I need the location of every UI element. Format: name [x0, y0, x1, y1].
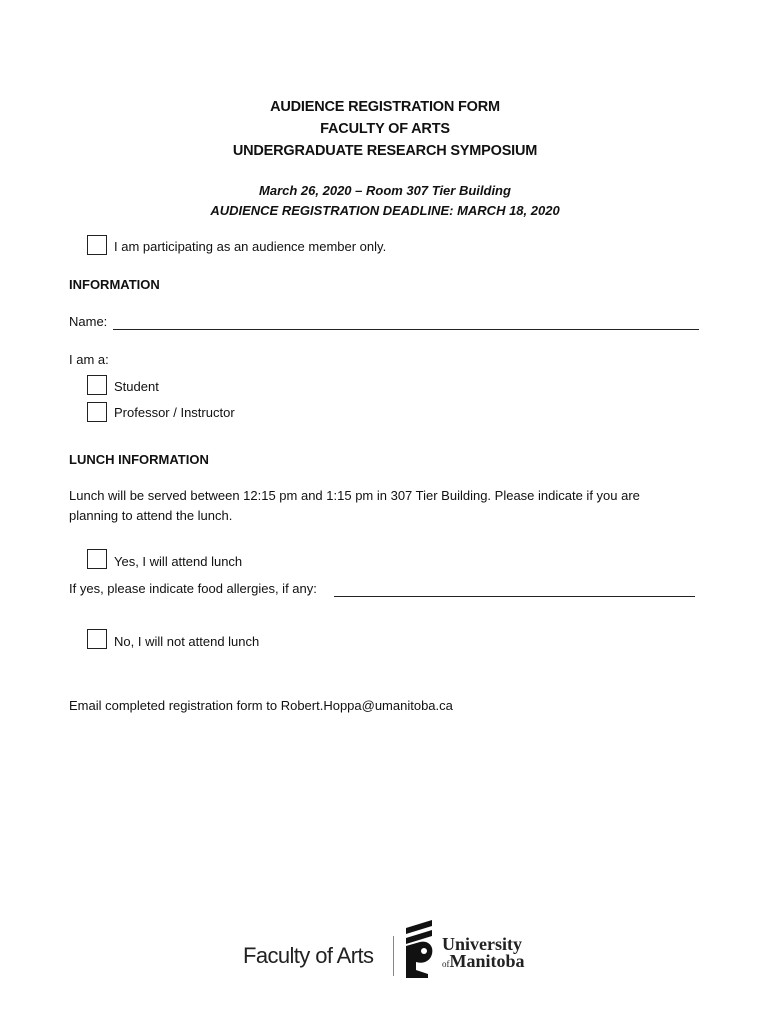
- name-label: Name:: [69, 314, 108, 329]
- university-crest-icon: [402, 918, 438, 985]
- audience-only-checkbox[interactable]: [87, 235, 107, 255]
- university-word: University: [442, 934, 522, 954]
- registration-deadline: AUDIENCE REGISTRATION DEADLINE: MARCH 18, 2020: [210, 203, 560, 218]
- event-details: [0, 181, 770, 221]
- information-heading: INFORMATION: [69, 277, 160, 292]
- lunch-yes-label: Yes, I will attend lunch: [114, 554, 243, 569]
- lunch-description-line-1: Lunch will be served between 12:15 pm and 1:15 pm in 307 Tier Building. Please indicate if you are: [69, 488, 640, 503]
- allergies-field[interactable]: [334, 580, 695, 597]
- role-label: I am a:: [69, 352, 109, 367]
- professor-checkbox[interactable]: [87, 402, 107, 422]
- lunch-yes-checkbox[interactable]: [87, 549, 107, 569]
- lunch-heading: LUNCH INFORMATION: [69, 452, 209, 467]
- lunch-no-checkbox[interactable]: [87, 629, 107, 649]
- faculty-of-arts-wordmark: Faculty of Arts: [243, 943, 374, 968]
- of-word: of: [442, 959, 450, 969]
- title-line-2: FACULTY OF ARTS: [320, 121, 450, 137]
- manitoba-word: Manitoba: [449, 951, 525, 971]
- professor-label: Professor / Instructor: [114, 405, 235, 420]
- lunch-no-label: No, I will not attend lunch: [114, 634, 260, 649]
- name-field[interactable]: [113, 313, 699, 330]
- allergies-label: If yes, please indicate food allergies, if any:: [69, 581, 317, 596]
- email-instruction: Email completed registration form to Robert.Hoppa@umanitoba.ca: [69, 698, 453, 713]
- university-of-manitoba-wordmark: [442, 936, 525, 973]
- form-title: [0, 96, 770, 162]
- title-line-3: UNDERGRADUATE RESEARCH SYMPOSIUM: [232, 143, 538, 159]
- logo-divider: [393, 936, 394, 976]
- event-date-location: March 26, 2020 – Room 307 Tier Building: [259, 183, 511, 198]
- student-checkbox[interactable]: [87, 375, 107, 395]
- audience-only-label: I am participating as an audience member only.: [114, 239, 387, 254]
- manitoba-line: [442, 953, 525, 973]
- title-line-1: AUDIENCE REGISTRATION FORM: [270, 99, 500, 115]
- lunch-description-line-2: planning to attend the lunch.: [69, 508, 233, 523]
- student-label: Student: [114, 379, 159, 394]
